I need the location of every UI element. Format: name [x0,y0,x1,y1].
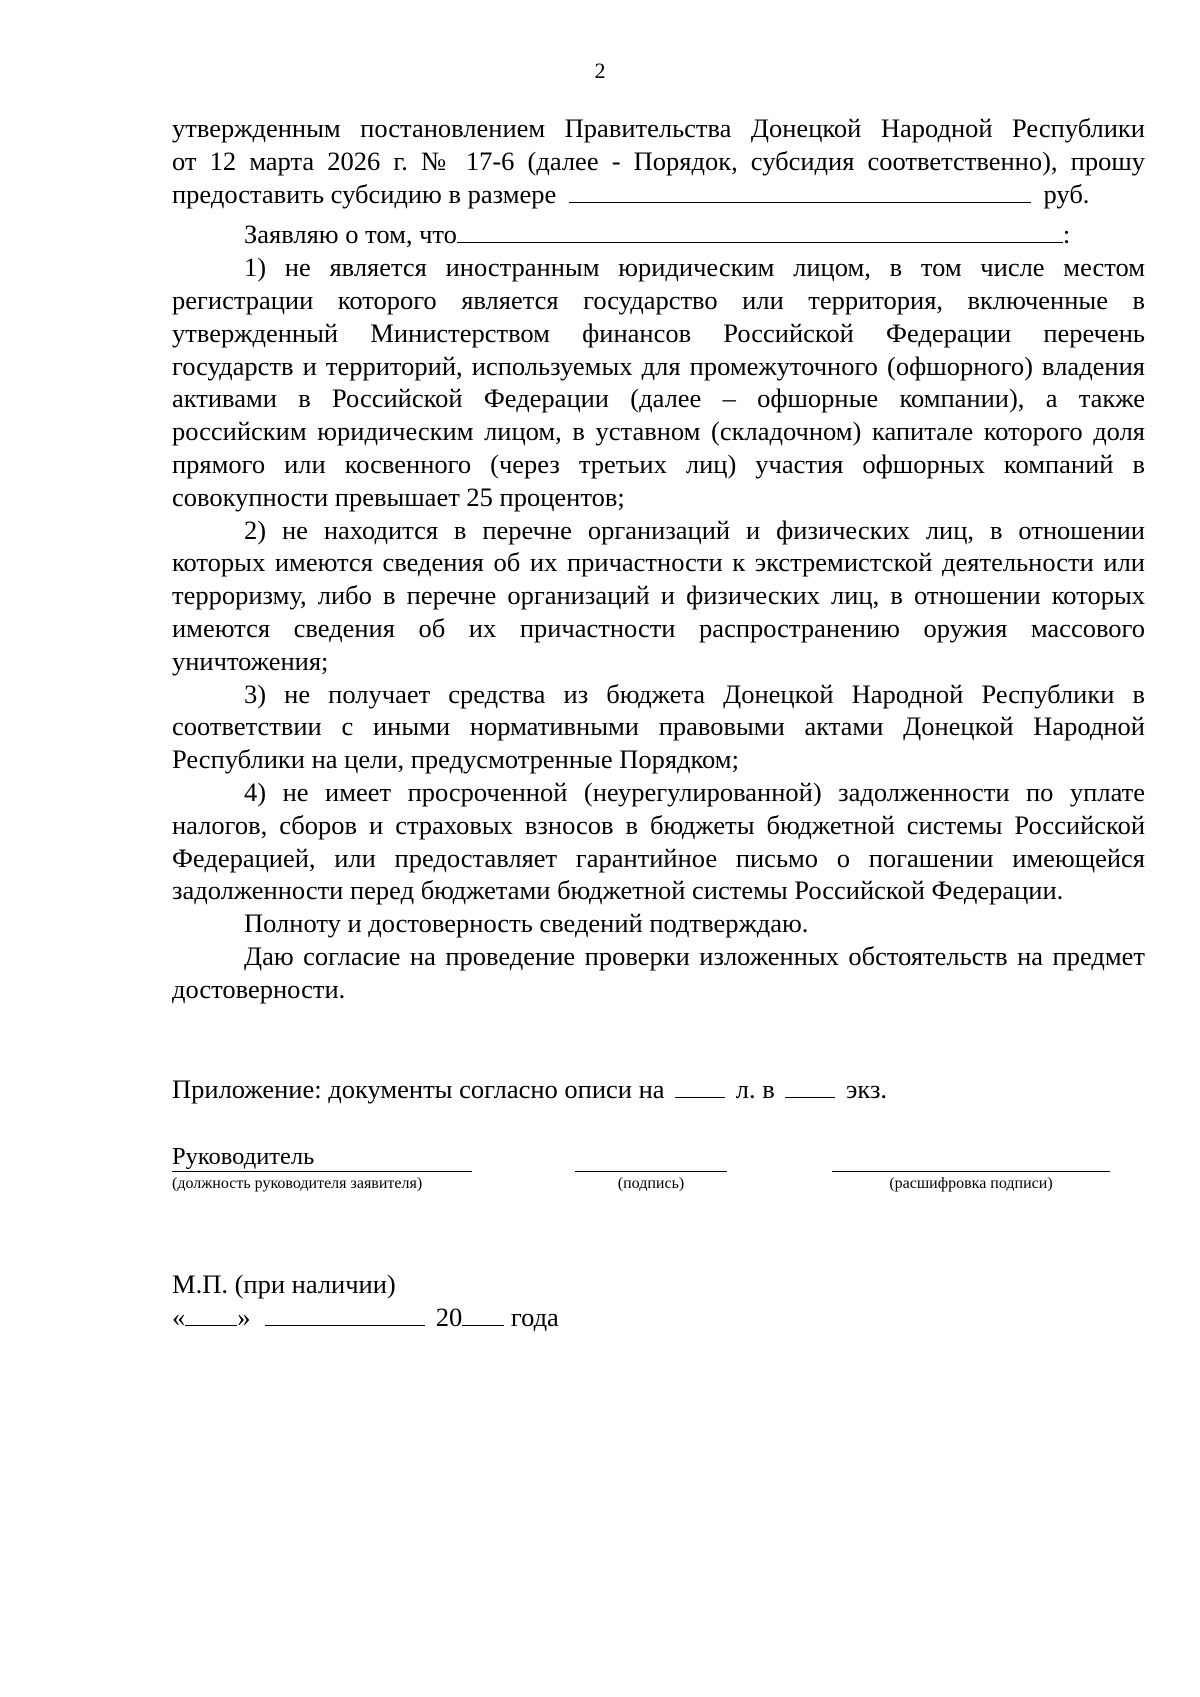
stamp-label: М.П. (при наличии) [172,1269,396,1299]
declaration-item-1: 1) не является иностранным юридическим лицом, в том числе местом регистрации которого является государство или территория, включенные в утвержденный Министерством финансов Российской Федерации перечень государств и территорий, используемых для промежуточного (офшорного) владения активами в Российской Федерации (далее – офшорные компании), а также российским юридическим лицом, в уставном (складочном) капитале которого доля прямого или косвенного (через третьих лиц) участия офшорных компаний в совокупности превышает 25 процентов; [172,252,1145,512]
intro-line-2: от 12 марта 2026 г. № 17-6 (далее - Порядок, субсидия соответственно), прошу [172,145,1145,176]
declaration-item-4: 4) не имеет просроченной (неурегулированной) задолженности по уплате налогов, сборов и страховых взносов в бюджеты бюджетной системы Российской Федерацией, или предоставляет гарантийное письмо о погашении имеющейся задолженности перед бюджетами бюджетной системы Российской Федерации. [172,776,1145,906]
declaration-colon: : [1062,219,1071,250]
year-prefix: 20 [435,1302,463,1332]
consent-text: Даю согласие на проведение проверки изложенных обстоятельств на предмет достоверности. [172,940,1145,1004]
decode-column [832,1142,1110,1194]
attachment-line [172,1073,887,1105]
position-field[interactable]: Руководитель [172,1142,472,1172]
copies-count-field[interactable] [785,1073,835,1098]
year-suffix: года [510,1302,559,1332]
declaration-lead: Заявляю о том, что [244,219,457,250]
subsidy-amount-field[interactable] [569,178,1031,203]
quote-open: « [172,1302,186,1332]
position-caption: (должность руководителя заявителя) [172,1175,423,1192]
signature-field[interactable] [575,1142,727,1172]
sheets-count-field[interactable] [675,1073,725,1098]
page-number: 2 [594,58,606,83]
declaration-item-3: 3) не получает средства из бюджета Донецкой Народной Республики в соответствии с иными нормативными правовыми актами Донецкой Народной Республики на цели, предусмотренные Порядком; [172,678,1145,775]
currency-label: руб. [1043,178,1090,209]
subsidy-amount-label: предоставить субсидию в размере [172,178,557,209]
quote-close: » [237,1302,251,1332]
signature-caption: (подпись) [617,1175,685,1192]
signature-decode-field[interactable] [832,1142,1110,1172]
attachment-mid: л. в [735,1074,775,1104]
attachment-suffix: экз. [846,1074,888,1104]
position-column [172,1142,472,1194]
document-body [172,112,1145,1006]
intro-line-1: утвержденным постановлением Правительства Донецкой Народной Республики [172,113,1145,143]
applicant-name-field[interactable] [457,218,1063,243]
stamp-block [172,1268,559,1334]
declaration-line [172,218,1145,251]
decode-caption: (расшифровка подписи) [889,1175,1053,1192]
signature-column [575,1142,727,1194]
signature-block [172,1142,1145,1202]
confirmation-text: Полноту и достоверность сведений подтверждаю. [244,908,809,939]
declaration-item-2: 2) не находится в перечне организаций и физических лиц, в отношении которых имеются сведения об их причастности к экстремистской деятельности или терроризму, либо в перечне организаций и физических лиц, в отношении которых имеются сведения об их причастности распространению оружия массового уничтожения; [172,514,1145,676]
year-field[interactable] [462,1301,504,1326]
day-field[interactable] [185,1301,237,1326]
date-line [172,1301,559,1334]
attachment-prefix: Приложение: документы согласно описи на [172,1074,665,1104]
intro-line-3 [172,178,1145,211]
month-field[interactable] [265,1301,425,1326]
